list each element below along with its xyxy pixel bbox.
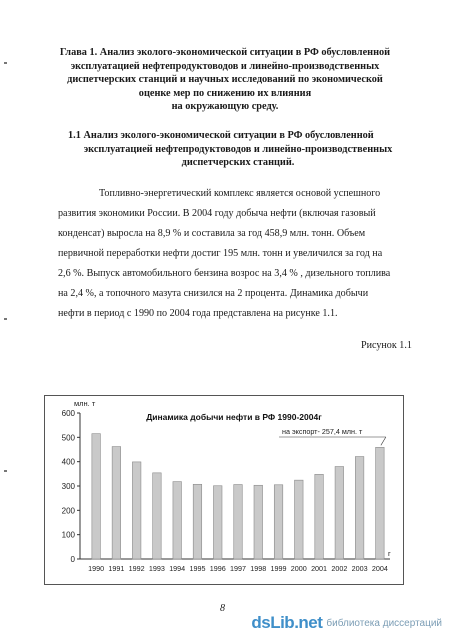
bar-1993 xyxy=(153,473,162,559)
x-tick-label: 1998 xyxy=(250,564,267,573)
bar-2002 xyxy=(335,467,344,559)
x-tick-label: 1991 xyxy=(108,564,125,573)
chapter-title xyxy=(40,46,410,114)
bar-1996 xyxy=(213,486,222,559)
chapter-title-line: эксплуатацией нефтепродуктоводов и линейно-производственных xyxy=(70,60,380,72)
scan-edge-mark xyxy=(4,62,7,64)
paragraph-line: первичной переработки нефти достиг 195 млн. тонн и увеличился за год на xyxy=(58,248,383,259)
section-title-line: диспетчерских станций. xyxy=(181,157,295,169)
bar-1997 xyxy=(234,485,243,559)
chapter-title-line: диспетчерских станций и научных исследований по экономической xyxy=(67,74,383,86)
bar-1994 xyxy=(173,482,182,559)
figure-caption: Рисунок 1.1 xyxy=(361,340,412,351)
x-tick-label: 1992 xyxy=(128,564,145,573)
y-tick-label: 600 xyxy=(61,409,75,418)
paragraph-line: конденсат) выросла на 8,9 % и составила за год 458,9 млн. тонн. Объем xyxy=(58,228,366,239)
y-tick-label: 100 xyxy=(61,530,75,540)
paragraph-line: 2,6 %. Выпуск автомобильного бензина возрос на 3,4 % , дизельного топлива xyxy=(58,268,391,279)
bar-2000 xyxy=(295,480,304,559)
watermark-subtitle: библиотека диссертаций xyxy=(326,617,442,629)
paragraph-line: на 2,4 %, а топочного мазута снизился на 2 процента. Динамика добычи xyxy=(58,288,369,299)
x-tick-label: 2004 xyxy=(371,564,388,573)
y-tick-label: 300 xyxy=(61,482,75,491)
bar-1990 xyxy=(92,434,101,559)
x-axis-label: г xyxy=(388,549,391,558)
chart-title: Динамика добычи нефти в РФ 1990-2004г xyxy=(146,412,322,422)
y-tick-label: 200 xyxy=(61,506,75,516)
bar-2003 xyxy=(355,457,364,559)
x-tick-label: 1993 xyxy=(148,564,165,573)
y-tick-label: 400 xyxy=(61,457,75,467)
bar-1998 xyxy=(254,485,263,559)
x-tick-label: 2002 xyxy=(331,564,348,573)
section-title-line: 1.1 Анализ эколого-экономической ситуации в РФ обусловленной xyxy=(68,130,374,141)
watermark-logo-text: dsLib.net xyxy=(251,613,323,632)
chart-svg xyxy=(44,395,404,585)
x-tick-label: 1997 xyxy=(230,564,246,573)
scan-edge-mark xyxy=(4,318,7,320)
bar-1999 xyxy=(274,485,283,559)
bar-2001 xyxy=(315,474,324,559)
x-tick-label: 2001 xyxy=(311,564,328,573)
x-tick-label: 1996 xyxy=(209,564,226,573)
y-axis-label: млн. т xyxy=(74,399,96,408)
section-title xyxy=(68,129,408,170)
export-annotation: на экспорт- 257,4 млн. т xyxy=(282,427,363,436)
page-number: 8 xyxy=(220,603,225,614)
chapter-title-line: оценке мер по снижению их влияния xyxy=(138,87,312,99)
scan-edge-mark xyxy=(4,470,7,472)
bar-1992 xyxy=(132,462,141,559)
x-tick-label: 2003 xyxy=(351,564,368,573)
chapter-title-line: на окружающую среду. xyxy=(171,101,279,113)
bar-2004 xyxy=(376,447,385,559)
section-title-line: эксплуатацией нефтепродуктоводов и линейно-производственных xyxy=(83,143,393,155)
bar-1991 xyxy=(112,447,121,559)
x-tick-label: 2000 xyxy=(290,564,307,573)
y-tick-label: 500 xyxy=(61,433,75,443)
watermark-logo xyxy=(251,612,442,634)
y-tick-label: 0 xyxy=(70,555,75,564)
chapter-title-line: Глава 1. Анализ эколого-экономической ситуации в РФ обусловленной xyxy=(59,47,391,58)
bar-1995 xyxy=(193,484,202,559)
x-tick-label: 1999 xyxy=(270,564,287,573)
x-tick-label: 1990 xyxy=(88,564,105,573)
paragraph-line: Топливно-энергетический комплекс является основой успешного xyxy=(99,188,381,199)
oil-production-chart xyxy=(44,395,404,585)
x-tick-label: 1994 xyxy=(169,564,186,573)
x-tick-label: 1995 xyxy=(189,564,206,573)
paragraph-line: нефти в период с 1990 по 2004 года представлена на рисунке 1.1. xyxy=(58,308,338,319)
paragraph-line: развития экономики России. В 2004 году добыча нефти (включая газовый xyxy=(58,208,376,219)
body-paragraph xyxy=(58,184,394,324)
